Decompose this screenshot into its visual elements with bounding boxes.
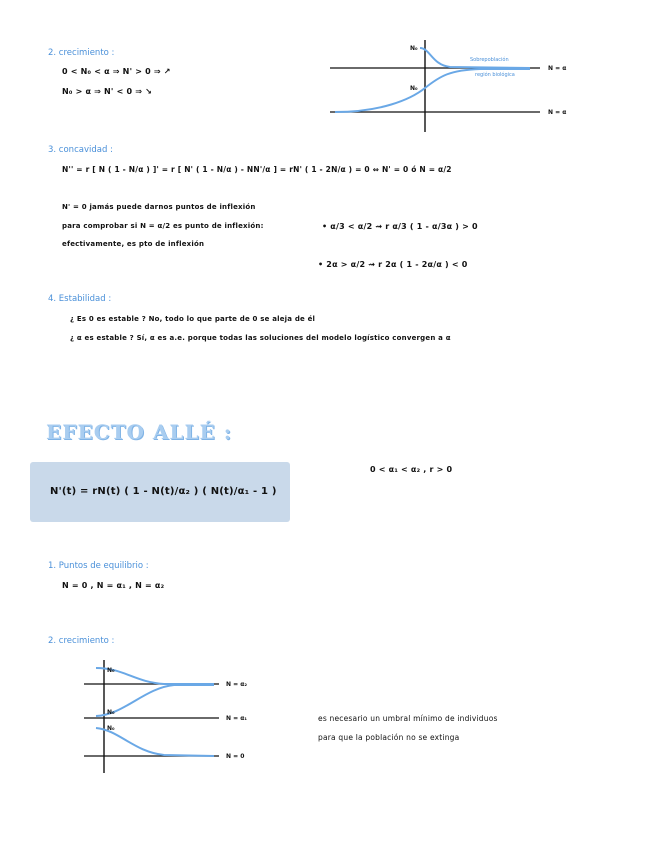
graph1-n0-bottom-label: N₀	[410, 85, 418, 92]
graph2-n0-a-label: N₀	[107, 667, 115, 674]
heading-concavidad: 3. concavidad :	[48, 145, 113, 155]
crecimiento-line-1: 0 < N₀ < α ⇒ N' > 0 ⇒ ↗	[62, 67, 171, 76]
heading-crecimiento-2: 2. crecimiento :	[48, 636, 115, 646]
concavidad-check-2: • 2α > α/2 ⇝ r 2α ( 1 - 2α/α ) < 0	[318, 260, 468, 269]
allee-condition: 0 < α₁ < α₂ , r > 0	[370, 465, 453, 474]
concavidad-equation: N'' = r [ N ( 1 - N/α ) ]' = r [ N' ( 1 - N/α ) - NN'/α ] = rN' ( 1 - 2N/α ) = 0 ⇔ N' = 0 ó N = α/2	[62, 165, 452, 174]
concavidad-note-3: efectivamente, es pto de inflexión	[62, 240, 205, 248]
crecimiento-line-2: N₀ > α ⇒ N' < 0 ⇒ ↘	[62, 87, 153, 96]
concavidad-note-2: para comprobar si N = α/2 es punto de inflexión:	[62, 222, 264, 230]
allee-growth-graph	[84, 660, 274, 780]
graph1-line-top-label: N = α	[548, 65, 567, 72]
concavidad-note-1: N' = 0 jamás puede darnos puntos de inflexión	[62, 203, 256, 211]
allee-equation: N'(t) = rN(t) ( 1 - N(t)/α₂ ) ( N(t)/α₁ - 1 )	[50, 486, 277, 497]
graph1-region-label: región biológica	[475, 72, 515, 78]
graph1-sobrepoblacion-label: Sobrepoblación	[470, 57, 509, 63]
allee-note-2: para que la población no se extinga	[318, 733, 460, 742]
graph1-line-bottom-label: N = α	[548, 109, 567, 116]
graph1-n0-top-label: N₀	[410, 45, 418, 52]
allee-title: EFECTO ALLÉ :	[46, 420, 233, 444]
heading-equilibrio: 1. Puntos de equilibrio :	[48, 561, 149, 571]
graph2-n0-b-label: N₀	[107, 709, 115, 716]
allee-note-1: es necesario un umbral mínimo de individuos	[318, 714, 498, 723]
estabilidad-line-1: ¿ Es 0 es estable ? No, todo lo que parte de 0 se aleja de él	[70, 315, 316, 323]
heading-crecimiento: 2. crecimiento :	[48, 48, 115, 58]
heading-estabilidad: 4. Estabilidad :	[48, 294, 112, 304]
equilibrio-values: N = 0 , N = α₁ , N = α₂	[62, 581, 165, 590]
logistic-graph	[330, 40, 580, 135]
graph2-n0-c-label: N₀	[107, 725, 115, 732]
graph2-line-a2-label: N = α₂	[226, 681, 247, 688]
estabilidad-line-2: ¿ α es estable ? Sí, α es a.e. porque todas las soluciones del modelo logístico convergen a α	[70, 334, 451, 342]
graph2-line-0-label: N = 0	[226, 753, 245, 760]
graph2-line-a1-label: N = α₁	[226, 715, 247, 722]
concavidad-check-1: • α/3 < α/2 ⇝ r α/3 ( 1 - α/3α ) > 0	[322, 222, 478, 231]
